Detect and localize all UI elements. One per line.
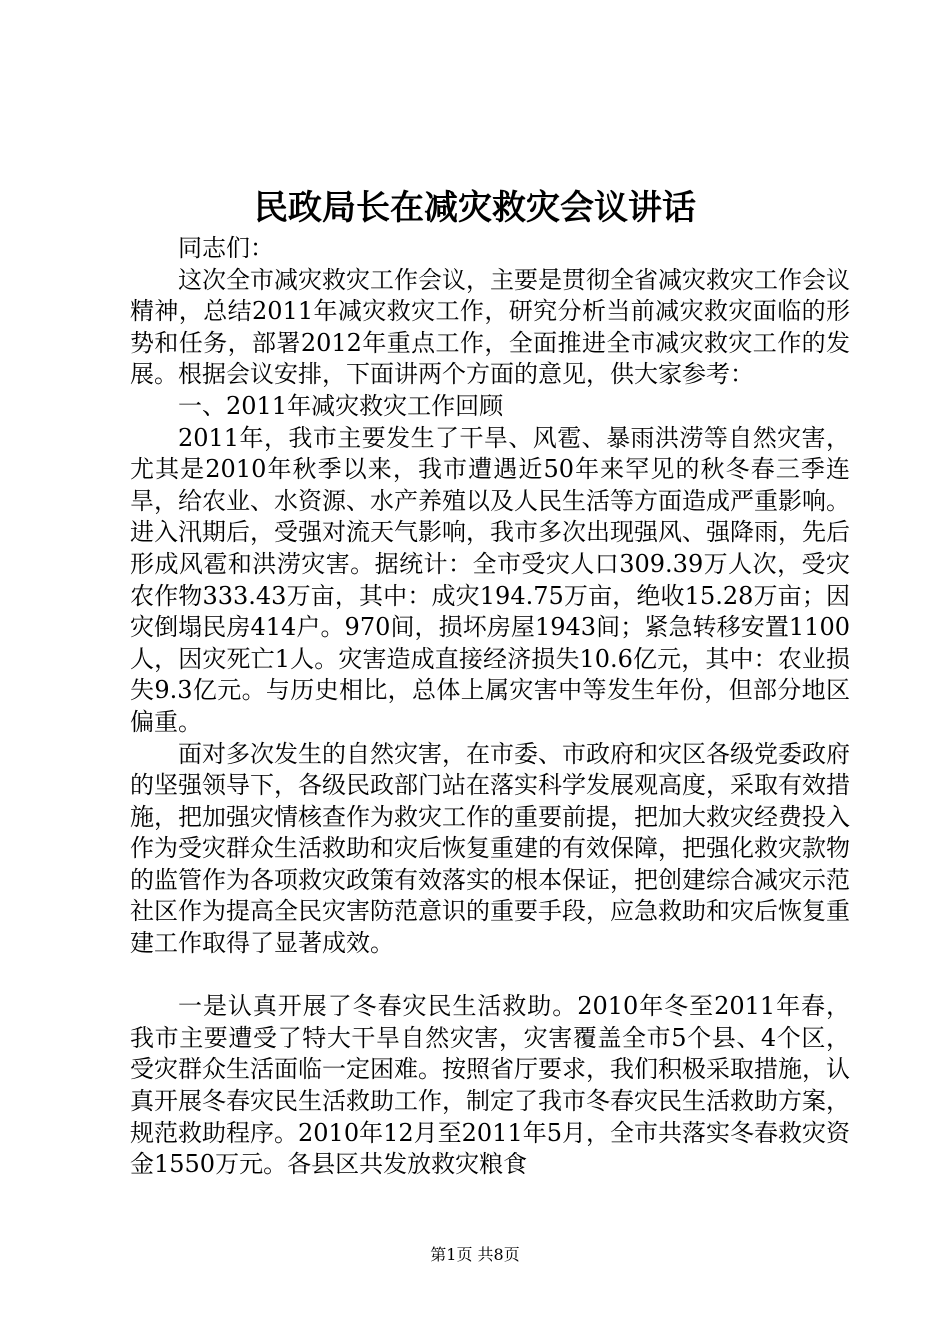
relief-paragraph: 一是认真开展了冬春灾民生活救助。2010年冬至2011年春，我市主要遭受了特大干旱自然灾害，灾害覆盖全市5个县、4个区，受灾群众生活面临一定困难。按照省厅要求，我们积极采取措施，认真开展冬春灾民生活救助工作，制定了我市冬春灾民生活救助方案，规范救助程序。2010年12月至2011年5月，全市共落实冬春救灾资金1550万元。各县区共发放救灾粮食 bbox=[130, 992, 850, 1179]
measures-paragraph: 面对多次发生的自然灾害，在市委、市政府和灾区各级党委政府的坚强领导下，各级民政部门站在落实科学发展观高度，采取有效措施，把加强灾情核查作为救灾工作的重要前提，把加大救灾经费投入作为受灾群众生活救助和灾后恢复重建的有效保障，把强化救灾款物的监管作为各项救灾政策有效落实的根本保证，把创建综合减灾示范社区作为提高全民灾害防范意识的重要手段，应急救助和灾后恢复重建工作取得了显著成效。 bbox=[130, 739, 850, 958]
intro-paragraph: 这次全市减灾救灾工作会议，主要是贯彻全省减灾救灾工作会议精神，总结2011年减灾救灾工作，研究分析当前减灾救灾面临的形势和任务，部署2012年重点工作，全面推进全市减灾救灾工作的发展。根据会议安排，下面讲两个方面的意见，供大家参考： bbox=[130, 265, 850, 389]
section-heading: 一、2011年减灾救灾工作回顾 bbox=[178, 391, 504, 420]
salutation: 同志们： bbox=[178, 234, 274, 262]
review-paragraph: 2011年，我市主要发生了干旱、风雹、暴雨洪涝等自然灾害，尤其是2010年秋季以来，我市遭遇近50年来罕见的秋冬春三季连旱，给农业、水资源、水产养殖以及人民生活等方面造成严重影响。进入汛期后，受强对流天气影响，我市多次出现强风、强降雨，先后形成风雹和洪涝灾害。据统计：全市受灾人口309.39万人次，受灾农作物333.43万亩，其中：成灾194.75万亩，绝收15.28万亩；因灾倒塌民房414户。970间，损坏房屋1943间；紧急转移安置1100人，因灾死亡1人。灾害造成直接经济损失10.6亿元，其中：农业损失9.3亿元。与历史相比，总体上属灾害中等发生年份，但部分地区偏重。 bbox=[130, 423, 850, 736]
document-body bbox=[130, 233, 850, 1181]
page-number-footer: 第1页 共8页 bbox=[430, 1245, 520, 1264]
document-title: 民政局长在减灾救灾会议讲话 bbox=[254, 188, 696, 228]
